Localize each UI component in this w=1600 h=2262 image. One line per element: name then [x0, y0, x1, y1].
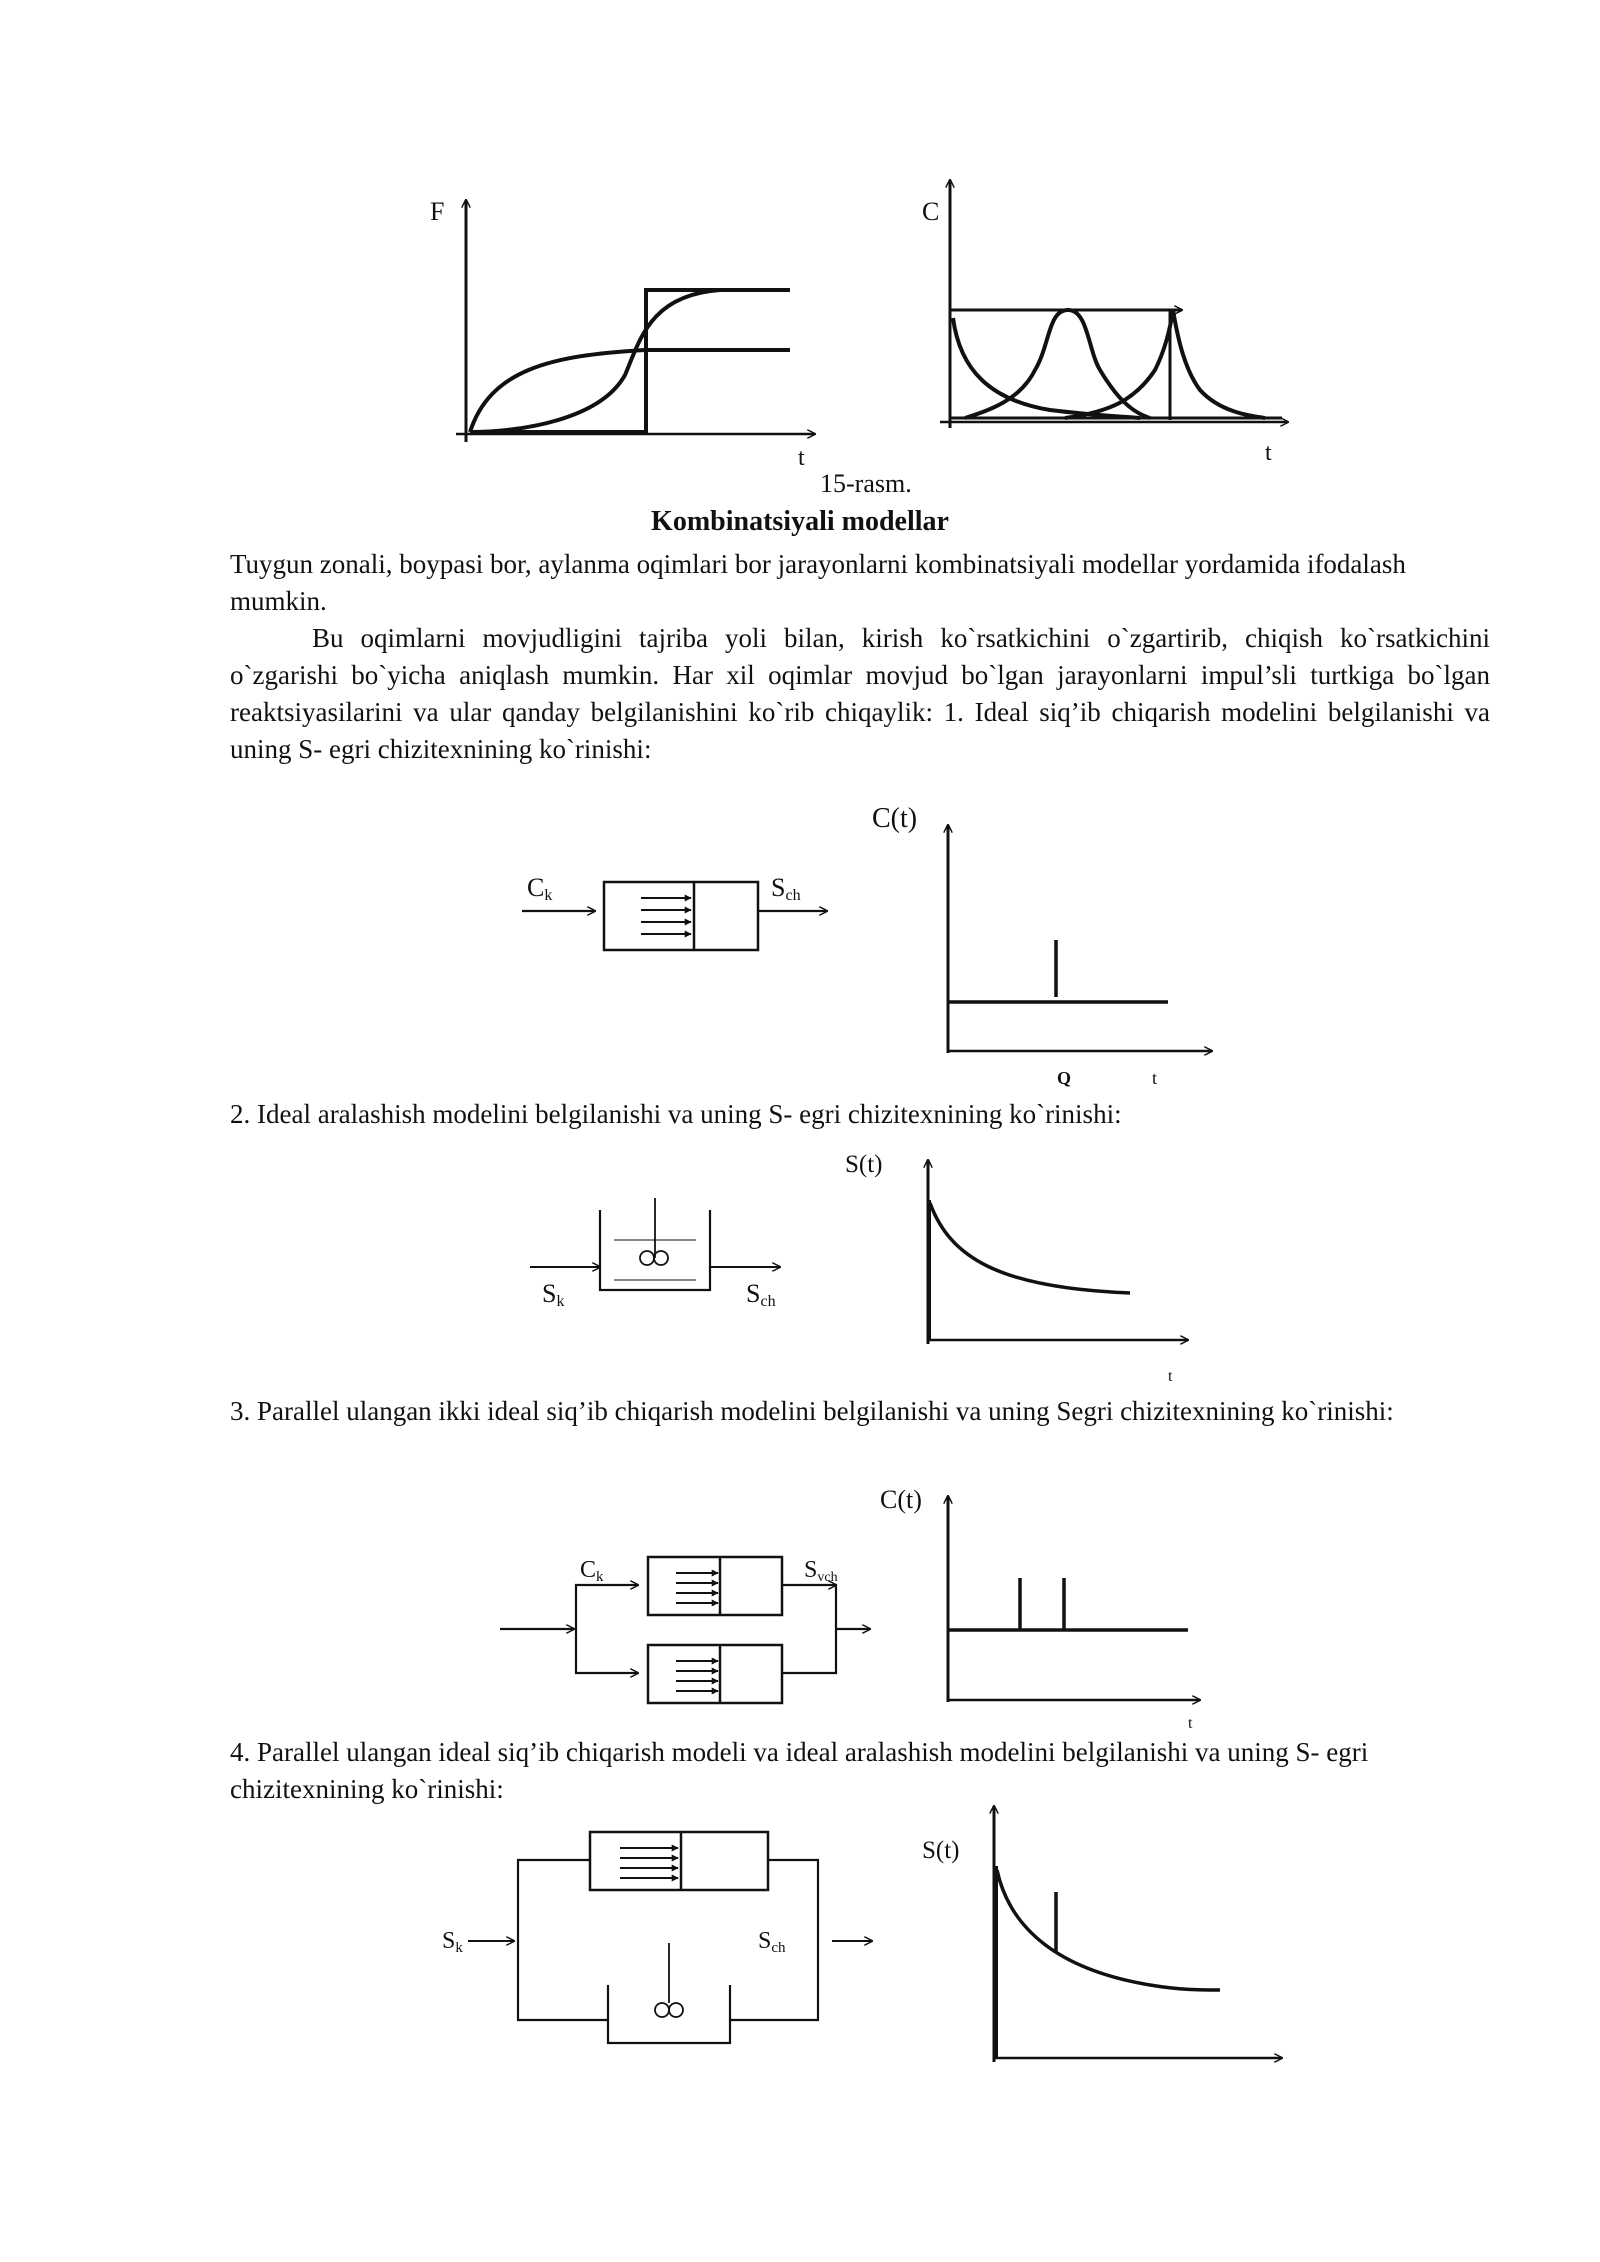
upper-branch-in	[576, 1585, 638, 1629]
diagram2-response-plot	[840, 1148, 1200, 1388]
x-axis-label: t	[1265, 440, 1272, 466]
inlet-manifold	[518, 1860, 608, 2020]
decay-curve	[997, 1870, 1220, 1990]
diagram2-mixing-model	[520, 1190, 810, 1320]
flow-arrows-icon	[641, 898, 691, 934]
stirrer-icon	[640, 1251, 668, 1265]
x-axis-label: t	[1188, 1715, 1193, 1732]
y-axis-label: S(t)	[922, 1837, 960, 1864]
x-axis-label: t	[1168, 1368, 1173, 1385]
diagram3-parallel-plug-flow	[498, 1545, 878, 1720]
y-axis-label: C	[922, 197, 940, 226]
y-axis-label: S(t)	[845, 1151, 883, 1178]
paragraph-item3: 3. Parallel ulangan ikki ideal siq’ib chiqarish modelini belgilanishi va uning Segri chizitexnining ko`rinishi:	[230, 1396, 1394, 1426]
flow-arrows-icon	[676, 1573, 718, 1603]
section-heading: Kombinatsiyali modellar	[651, 506, 949, 537]
output-label: Svch	[804, 1557, 838, 1585]
paragraph-item4: 4. Parallel ulangan ideal siq’ib chiqarish modeli va ideal aralashish modelini belgilanishi va uning S- egri chizitexnining ko`rinishi:	[230, 1737, 1369, 1804]
plug-flow-reactor	[604, 882, 758, 950]
input-label: Ck	[580, 1557, 604, 1585]
figure15-right-plot	[920, 170, 1300, 470]
output-label: Sch	[758, 1928, 786, 1956]
diagram1-plug-flow-model	[515, 870, 835, 960]
x-axis-label: t	[1152, 1068, 1158, 1088]
flow-arrows-icon	[620, 1848, 678, 1878]
figure-caption: 15-rasm.	[820, 469, 912, 498]
y-axis-label: C(t)	[872, 803, 918, 834]
decay-curve	[953, 318, 1140, 418]
paragraph-method: Bu oqimlarni movjudligini tajriba yoli bilan, kirish ko`rsatkichini o`zgartirib, chiqish ko`rsatkichini o`zgarishi bo`yicha aniqlash mumkin. Har xil oqimlar movjud bo`lgan jarayonlarni impul’sli turtkiga bo`lgan reaktsiyasilarini va ular qanday belgilanishini ko`rib chiqaylik: 1. Ideal siq’ib chiqarish modelini belgilanishi va uning S- egri chizitexnining ko`rinishi:	[230, 623, 1490, 764]
y-axis-label: C(t)	[880, 1485, 922, 1514]
input-label: Sk	[542, 1279, 565, 1310]
flow-arrows-icon	[676, 1661, 718, 1691]
diagram4-parallel-plug-and-mixing	[440, 1815, 880, 2045]
lower-branch-in	[576, 1629, 638, 1673]
x-axis-label: t	[798, 445, 805, 471]
diagram3-response-plot	[870, 1480, 1210, 1730]
s-shaped-curve	[470, 290, 790, 432]
output-junction	[782, 1585, 836, 1673]
stirrer-icon	[655, 2003, 683, 2017]
x-mark-q: Q	[1057, 1068, 1072, 1088]
input-label: Sk	[442, 1928, 463, 1956]
plug-flow-reactor	[590, 1832, 768, 1890]
diagram4-response-plot	[910, 1800, 1290, 2070]
diagram1-response-plot	[860, 795, 1220, 1095]
output-label: Sch	[771, 873, 801, 904]
input-label: Ck	[527, 873, 553, 904]
decay-curve	[930, 1203, 1130, 1293]
paragraph-item2: 2. Ideal aralashish modelini belgilanishi va uning S- egri chizitexnining ko`rinishi:	[230, 1099, 1122, 1129]
lower-reactor	[648, 1645, 782, 1703]
figure15-left-plot	[420, 170, 820, 470]
upper-reactor	[648, 1557, 782, 1615]
paragraph-intro: Tuygun zonali, boypasi bor, aylanma oqimlari bor jarayonlarni kombinatsiyali modellar yordamida ifodalash mumkin.	[230, 549, 1406, 616]
y-axis-label: F	[430, 197, 445, 226]
output-label: Sch	[746, 1279, 776, 1310]
